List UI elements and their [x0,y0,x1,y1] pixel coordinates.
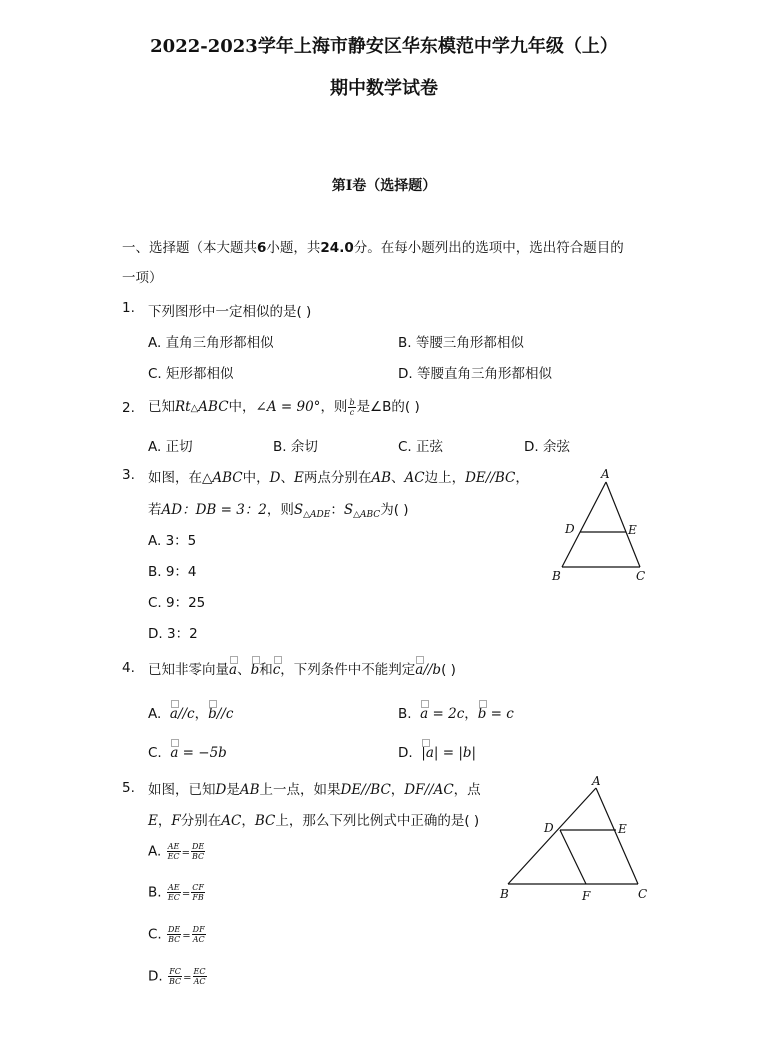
q5-side-ac [596,788,638,884]
q1-option-b: B. 等腰三角形都相似 [398,335,524,351]
q3-stem-line2: 若AD：DB = 3：2，则$S_{\triangle ADE}$：$S_{\triangle ABC}$为( ) [148,502,409,520]
q5-stem-line1: 如图，已知D是AB上一点，如果DE//BC，DF//AC，点 [148,782,481,798]
q2-option-c: C. 正弦 [398,439,444,455]
paper-title-line2: 期中数学试卷 [330,78,438,99]
q3-option-c: C. 9：25 [148,595,206,611]
q1-option-d: D. 等腰直角三角形都相似 [398,366,552,382]
q3-option-d: D. 3：2 [148,626,198,642]
q4-stem: 已知非零向量a、b和c，下列条件中不能判定a//b( ) [148,662,456,678]
q2-stem: 已知Rt△ABC中，∠A = 90°，则 $\frac{b}{c}$ 是∠B的( ) [148,397,420,417]
q4-number: 4. [122,660,135,676]
q5-segment-df [560,830,586,884]
q2-option-d: D. 余弦 [524,439,570,455]
q5-label-b: B [500,887,509,901]
q1-option-c: C. 矩形都相似 [148,366,234,382]
q3-stem-line1: 如图，在△ABC中，D、E两点分别在AB、AC边上，DE//BC， [148,470,529,486]
q3-label-c: C [636,569,646,583]
q3-option-a: A. 3：5 [148,533,197,549]
q3-triangle-figure [540,462,660,587]
q5-triangle-figure [490,770,660,910]
q5-label-c: C [638,887,648,901]
q5-side-ab [508,788,596,884]
q2-number: 2. [122,400,135,416]
q4-option-d: D. |a| = |b| [398,745,477,761]
section-heading: 第I卷（选择题） [331,178,437,194]
q5-stem-line2: E，F分别在AC，BC上，那么下列比例式中正确的是( ) [148,813,480,829]
q5-option-c: C. $\frac{DE}{BC}$ = $\frac{DF}{AC}$ [148,925,205,944]
part-heading: 一、选择题（本大题共6小题，共24.0分。在每小题列出的选项中，选出符合题目的 [122,240,624,256]
q3-label-b: B [552,569,561,583]
q3-option-b: B. 9：4 [148,564,197,580]
q2-fraction: $\frac{b}{c}$ [349,397,355,417]
q1-number: 1. [122,300,135,316]
q3-label-e: E [628,523,637,537]
part-heading-cont: 一项） [122,270,163,286]
q5-number: 5. [122,780,135,796]
q5-label-e: E [618,822,627,836]
q1-stem: 下列图形中一定相似的是( ) [148,304,312,320]
q5-option-b: B. $\frac{AE}{EC}$ = $\frac{CF}{FB}$ [148,883,204,902]
q4-option-c: C. a = −5b [148,745,227,761]
q3-number: 3. [122,467,135,483]
q5-option-d: D. $\frac{FC}{BC}$ = $\frac{EC}{AC}$ [148,967,206,986]
q3-label-d: D [565,522,575,536]
q5-label-f: F [582,889,591,903]
q5-option-a: A. $\frac{AE}{EC}$ = $\frac{DE}{BC}$ [148,842,205,861]
q4-option-b: B. a = 2c，b = c [398,706,514,722]
q2-option-b: B. 余切 [273,439,318,455]
q3-label-a: A [601,467,610,481]
q5-label-a: A [592,774,601,788]
q5-label-d: D [544,821,554,835]
q4-option-a: A. a//c，b//c [148,706,234,722]
q2-option-a: A. 正切 [148,439,193,455]
paper-title-line1: 2022-2023学年上海市静安区华东模范中学九年级（上） [150,36,618,57]
q1-option-a: A. 直角三角形都相似 [148,335,274,351]
